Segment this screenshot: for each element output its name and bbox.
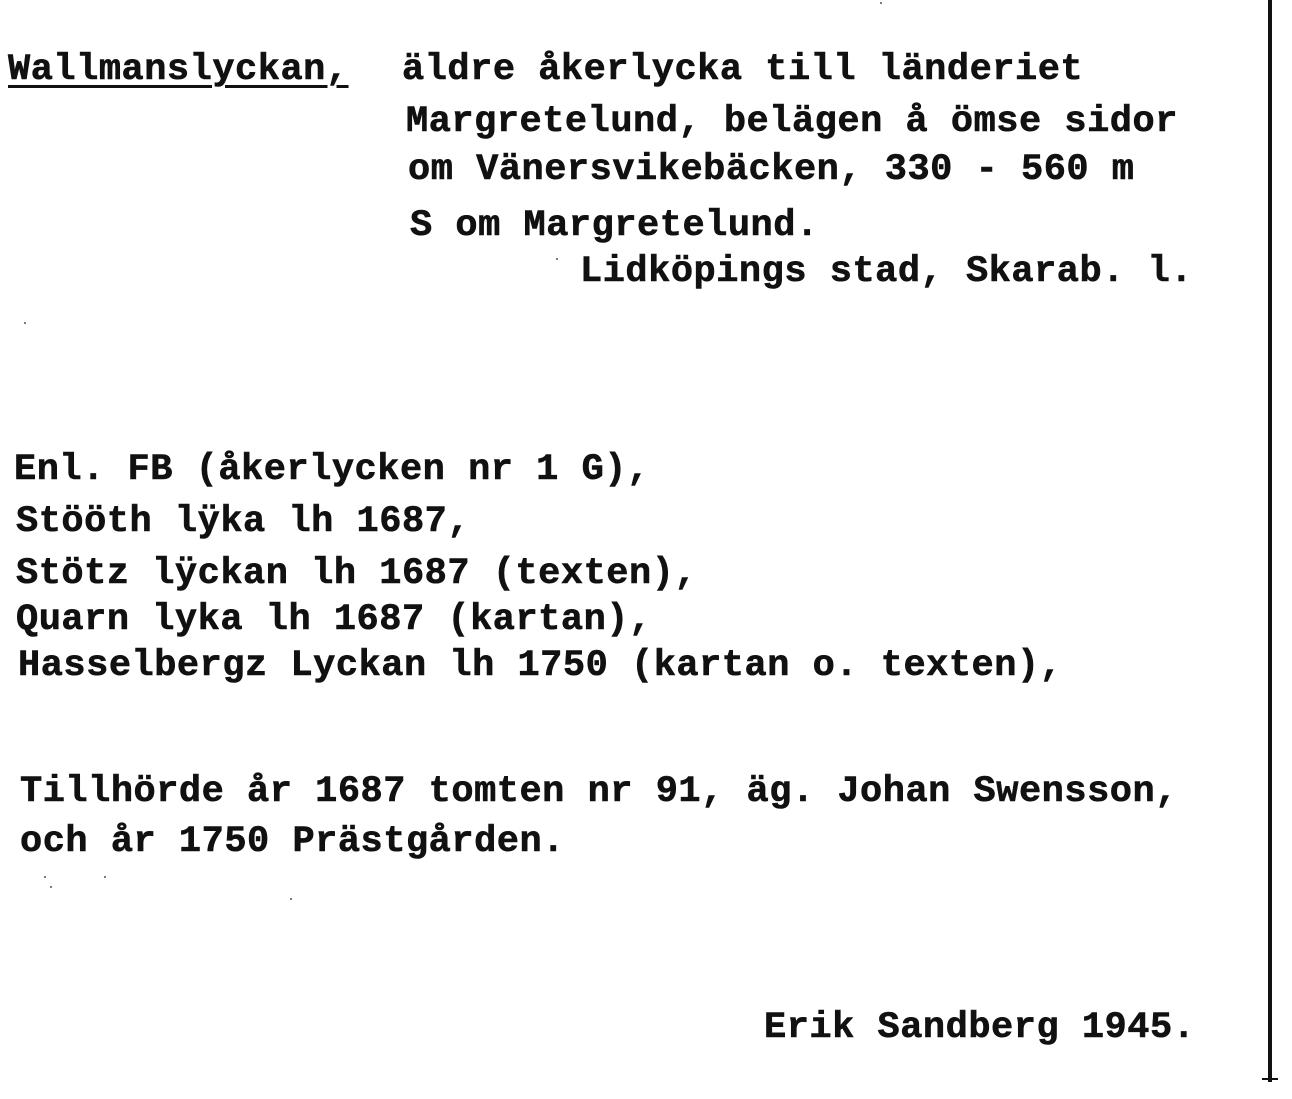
ownership-line-1: Tillhörde år 1687 tomten nr 91, äg. Johan Swensson,: [20, 771, 1178, 813]
card-right-edge: [1268, 0, 1272, 1082]
card-corner-mark: [1262, 1078, 1278, 1080]
definition-line-1: äldre åkerlycka till länderiet: [402, 49, 1084, 91]
scan-speck: [24, 322, 26, 324]
scan-speck: [104, 876, 106, 878]
scan-speck: [556, 258, 558, 260]
source-line-1: Enl. FB (åkerlycken nr 1 G),: [14, 449, 650, 491]
headword: Wallmanslyckan,: [8, 49, 349, 91]
signature: Erik Sandberg 1945.: [764, 1007, 1196, 1049]
source-line-4: Quarn lyka lh 1687 (kartan),: [16, 599, 652, 641]
location-line: Lidköpings stad, Skarab. l.: [580, 251, 1193, 293]
source-line-5: Hasselbergz Lyckan lh 1750 (kartan o. texten),: [18, 645, 1063, 687]
source-line-3: Stötz lÿckan lh 1687 (texten),: [16, 553, 698, 595]
definition-line-3: om Vänersvikebäcken, 330 - 560 m: [408, 149, 1135, 191]
scan-speck: [290, 898, 292, 900]
definition-line-4: S om Margretelund.: [410, 205, 819, 247]
ownership-line-2: och år 1750 Prästgården.: [20, 821, 565, 863]
scan-speck: [880, 2, 882, 4]
source-line-2: Stööth lÿka lh 1687,: [16, 501, 471, 543]
definition-line-2: Margretelund, belägen å ömse sidor: [406, 101, 1178, 143]
scan-speck: [44, 876, 46, 878]
scan-speck: [50, 886, 52, 888]
